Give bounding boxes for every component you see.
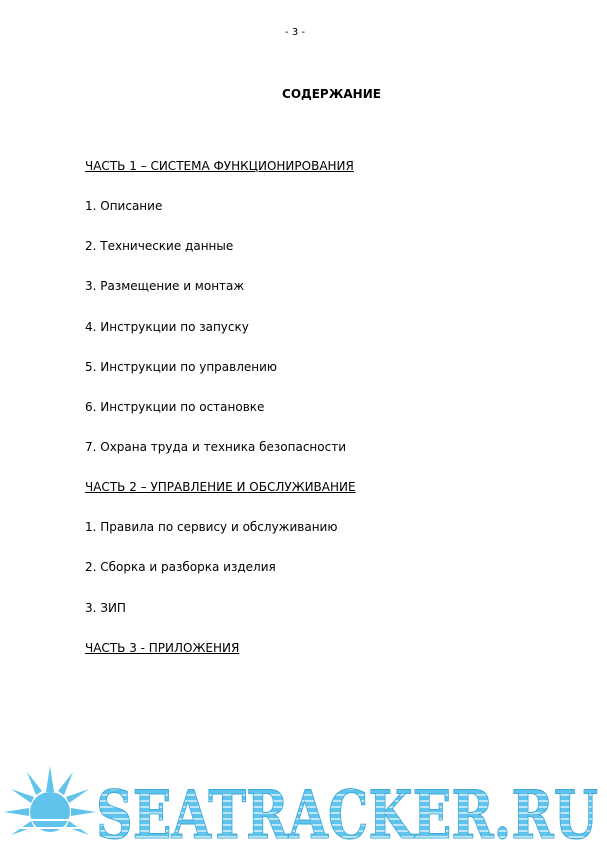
watermark-text — [96, 778, 602, 850]
toc-item: 3. ЗИП — [85, 601, 126, 615]
watermark-label: SEATRACKER.RU — [96, 778, 598, 850]
watermark — [0, 762, 607, 861]
toc-item: 4. Инструкции по запуску — [85, 320, 249, 334]
toc-item: 6. Инструкции по остановке — [85, 400, 265, 414]
toc-item: 5. Инструкции по управлению — [85, 360, 278, 374]
toc-item: 1. Правила по сервису и обслуживанию — [85, 520, 338, 534]
toc-part-1: ЧАСТЬ 1 – СИСТЕМА ФУНКЦИОНИРОВАНИЯ — [85, 159, 354, 173]
page-number: - 3 - — [285, 27, 305, 38]
sun-icon — [0, 762, 100, 861]
toc-item: 1. Описание — [85, 199, 163, 213]
toc-title: СОДЕРЖАНИЕ — [282, 87, 381, 101]
toc-part-3: ЧАСТЬ 3 - ПРИЛОЖЕНИЯ — [85, 641, 240, 655]
toc-item: 3. Размещение и монтаж — [85, 279, 245, 293]
toc-item: 2. Технические данные — [85, 239, 234, 253]
toc-item: 7. Охрана труда и техника безопасности — [85, 440, 346, 454]
toc-part-2: ЧАСТЬ 2 – УПРАВЛЕНИЕ И ОБСЛУЖИВАНИЕ — [85, 480, 356, 494]
toc-item: 2. Сборка и разборка изделия — [85, 560, 276, 574]
